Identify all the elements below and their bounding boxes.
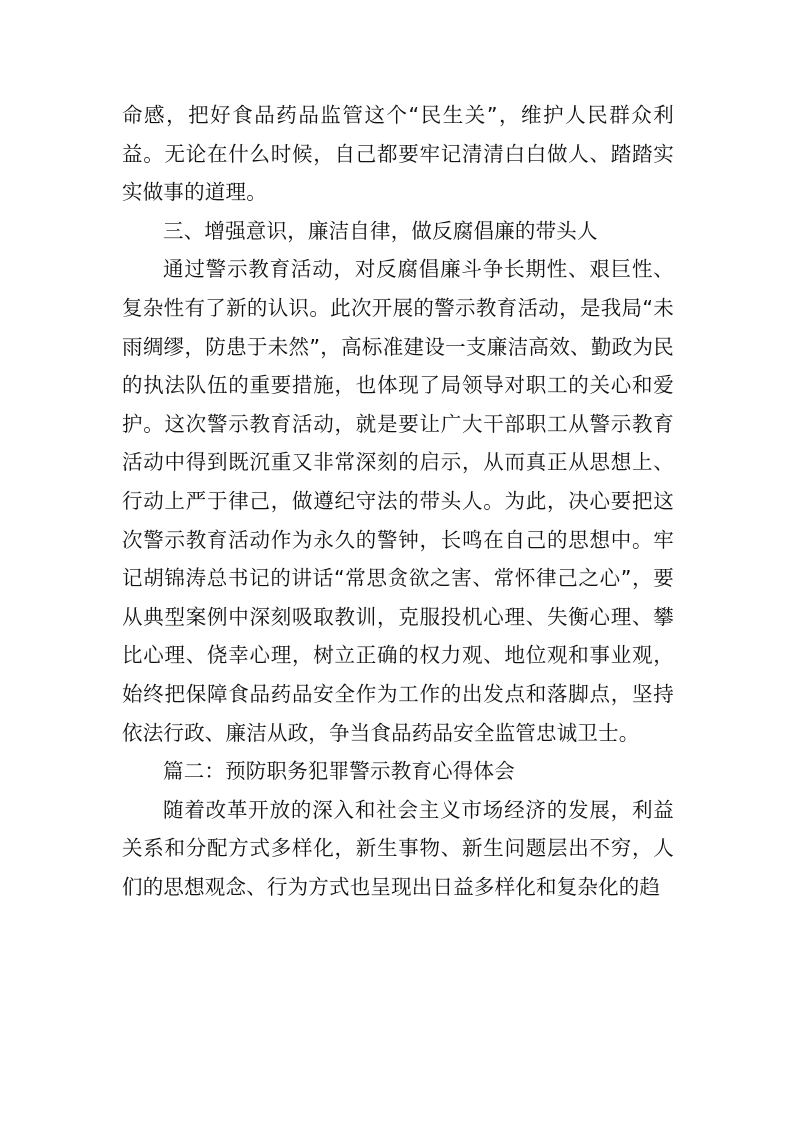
paragraph-warning-education: 通过警示教育活动，对反腐倡廉斗争长期性、艰巨性、复杂性有了新的认识。此次开展的警示教育活动，是我局“未雨绸缪，防患于未然”，高标准建设一支廉洁高效、勤政为民的执法队伍的重要措施，也体现了局领导对职工的关心和爱护。这次警示教育活动，就是要让广大干部职工从警示教育活动中得到既沉重又非常深刻的启示，从而真正从思想上、行动上严于律己，做遵纪守法的带头人。为此，决心要把这次警示教育活动作为永久的警钟，长鸣在自己的思想中。牢记胡锦涛总书记的讲话“常思贪欲之害、常怀律己之心”，要从典型案例中深刻吸取教训，克服投机心理、失衡心理、攀比心理、侥幸心理，树立正确的权力观、地位观和事业观，始终把保障食品药品安全作为工作的出发点和落脚点，坚持依法行政、廉洁从政，争当食品药品安全监管忠诚卫士。 [122, 257, 674, 745]
document-body [122, 96, 674, 906]
paragraph-reform-opening: 随着改革开放的深入和社会主义市场经济的发展，利益关系和分配方式多样化，新生事物、新生问题层出不穷，人们的思想观念、行为方式也呈现出日益多样化和复杂化的趋 [122, 797, 674, 899]
paragraph-continuation: 命感，把好食品药品监管这个“民生关”，维护人民群众利益。无论在什么时候，自己都要牢记清清白白做人、踏踏实实做事的道理。 [122, 103, 674, 205]
article-two-title: 篇二：预防职务犯罪警示教育心得体会 [163, 759, 515, 784]
section-heading-three: 三、增强意识，廉洁自律，做反腐倡廉的带头人 [163, 218, 598, 243]
